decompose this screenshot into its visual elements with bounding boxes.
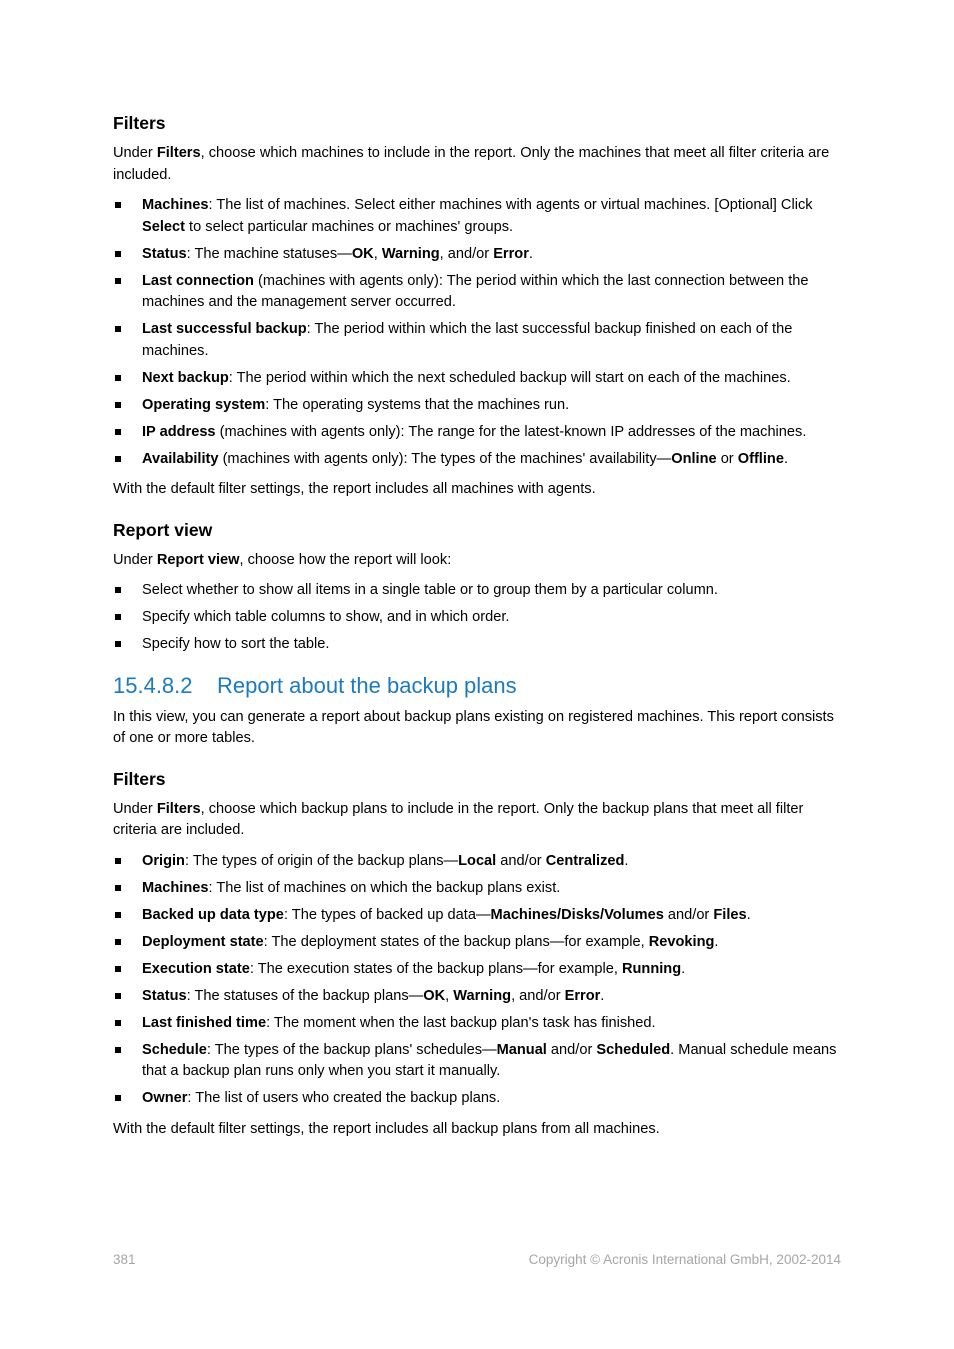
list-item-text: Owner: The list of users who created the backup plans. bbox=[142, 1090, 501, 1106]
list-item-text: Status: The statuses of the backup plans—OK, Warning, and/or Error. bbox=[142, 987, 605, 1004]
bullet-square-icon bbox=[115, 1020, 121, 1026]
list-item-text: Execution state: The execution states of the backup plans—for example, Running. bbox=[142, 960, 686, 977]
list-item bbox=[113, 634, 841, 656]
list-item bbox=[113, 851, 841, 873]
bullet-square-icon bbox=[115, 1095, 121, 1101]
page-number: 381 bbox=[113, 1252, 136, 1267]
section-number: 15.4.8.2 bbox=[113, 672, 193, 698]
section-intro: In this view, you can generate a report about backup plans existing on registered machines. This report consists of one or more tables. bbox=[113, 708, 834, 746]
list-item-text: Deployment state: The deployment states of the backup plans—for example, Revoking. bbox=[142, 933, 719, 950]
list-item bbox=[113, 395, 841, 417]
bullet-square-icon bbox=[115, 587, 121, 593]
report-view-intro: Under Report view, choose how the report will look: bbox=[113, 551, 452, 568]
bullet-square-icon bbox=[115, 939, 121, 945]
list-item bbox=[113, 932, 841, 954]
page-footer bbox=[113, 1251, 841, 1269]
list-item bbox=[113, 607, 841, 629]
list-item-text: Next backup: The period within which the next scheduled backup will start on each of the machines. bbox=[142, 369, 791, 386]
list-item-text: Select whether to show all items in a single table or to group them by a particular column. bbox=[142, 582, 718, 598]
bullet-square-icon bbox=[115, 885, 121, 891]
section-title: Report about the backup plans bbox=[217, 672, 517, 698]
list-item bbox=[113, 368, 841, 390]
list-item-text: Availability (machines with agents only): The types of the machines' availability—Online or Offline. bbox=[142, 450, 789, 467]
list-item bbox=[113, 1040, 841, 1083]
bullet-square-icon bbox=[115, 966, 121, 972]
list-item-text: Backed up data type: The types of backed up data—Machines/Disks/Volumes and/or Files. bbox=[142, 906, 751, 923]
bullet-square-icon bbox=[115, 202, 121, 208]
list-item-text: Machines: The list of machines on which the backup plans exist. bbox=[142, 879, 561, 896]
bullet-square-icon bbox=[115, 912, 121, 918]
filters-list bbox=[113, 195, 841, 470]
bullet-square-icon bbox=[115, 326, 121, 332]
list-item-text: Origin: The types of origin of the backup plans—Local and/or Centralized. bbox=[142, 852, 629, 869]
list-item bbox=[113, 244, 841, 266]
list-item-text: Last finished time: The moment when the last backup plan's task has finished. bbox=[142, 1014, 656, 1031]
backup-plan-filters-default-note: With the default filter settings, the report includes all backup plans from all machines. bbox=[113, 1120, 660, 1137]
backup-plan-filters-heading: Filters bbox=[113, 768, 166, 789]
list-item bbox=[113, 449, 841, 471]
list-item-text: IP address (machines with agents only): The range for the latest-known IP addresses of the machines. bbox=[142, 423, 807, 440]
section-heading bbox=[113, 672, 841, 700]
list-item-text: Last successful backup: The period within which the last successful backup finished on each of the machines. bbox=[142, 321, 793, 359]
bullet-square-icon bbox=[115, 456, 121, 462]
list-item-text: Specify which table columns to show, and in which order. bbox=[142, 609, 510, 625]
list-item-text: Schedule: The types of the backup plans' schedules—Manual and/or Scheduled. Manual schedule means that a backup plan runs only when you start it manually. bbox=[142, 1041, 837, 1079]
report-view-list bbox=[113, 580, 841, 656]
filters-default-note: With the default filter settings, the report includes all machines with agents. bbox=[113, 481, 596, 497]
bullet-square-icon bbox=[115, 858, 121, 864]
list-item-text: Operating system: The operating systems that the machines run. bbox=[142, 396, 570, 413]
list-item bbox=[113, 905, 841, 927]
filters-heading: Filters bbox=[113, 113, 166, 133]
list-item bbox=[113, 878, 841, 900]
filters-intro: Under Filters, choose which machines to include in the report. Only the machines that meet all filter criteria are included. bbox=[113, 145, 830, 183]
report-view-heading: Report view bbox=[113, 519, 213, 540]
list-item bbox=[113, 1088, 841, 1110]
bullet-square-icon bbox=[115, 641, 121, 647]
copyright-notice: Copyright © Acronis International GmbH, 2002-2014 bbox=[528, 1252, 841, 1267]
list-item-text: Last connection (machines with agents only): The period within which the last connection between the machines and the management server occurred. bbox=[142, 272, 809, 310]
bullet-square-icon bbox=[115, 1047, 121, 1053]
bullet-square-icon bbox=[115, 614, 121, 620]
bullet-square-icon bbox=[115, 402, 121, 408]
list-item bbox=[113, 1013, 841, 1035]
backup-plan-filters-list bbox=[113, 851, 841, 1110]
bullet-square-icon bbox=[115, 251, 121, 257]
list-item-text: Machines: The list of machines. Select either machines with agents or virtual machines. [Optional] Click Select to select particular machines or machines' groups. bbox=[142, 197, 813, 235]
list-item bbox=[113, 195, 841, 238]
list-item bbox=[113, 580, 841, 602]
bullet-square-icon bbox=[115, 278, 121, 284]
list-item bbox=[113, 319, 841, 362]
list-item bbox=[113, 422, 841, 444]
list-item bbox=[113, 959, 841, 981]
bullet-square-icon bbox=[115, 375, 121, 381]
list-item bbox=[113, 986, 841, 1008]
list-item-text: Status: The machine statuses—OK, Warning, and/or Error. bbox=[142, 245, 533, 262]
page-content bbox=[113, 112, 841, 1149]
backup-plan-filters-intro: Under Filters, choose which backup plans to include in the report. Only the backup plans that meet all filter criteria are included. bbox=[113, 800, 804, 838]
list-item bbox=[113, 271, 841, 314]
bullet-square-icon bbox=[115, 429, 121, 435]
bullet-square-icon bbox=[115, 993, 121, 999]
list-item-text: Specify how to sort the table. bbox=[142, 636, 330, 652]
